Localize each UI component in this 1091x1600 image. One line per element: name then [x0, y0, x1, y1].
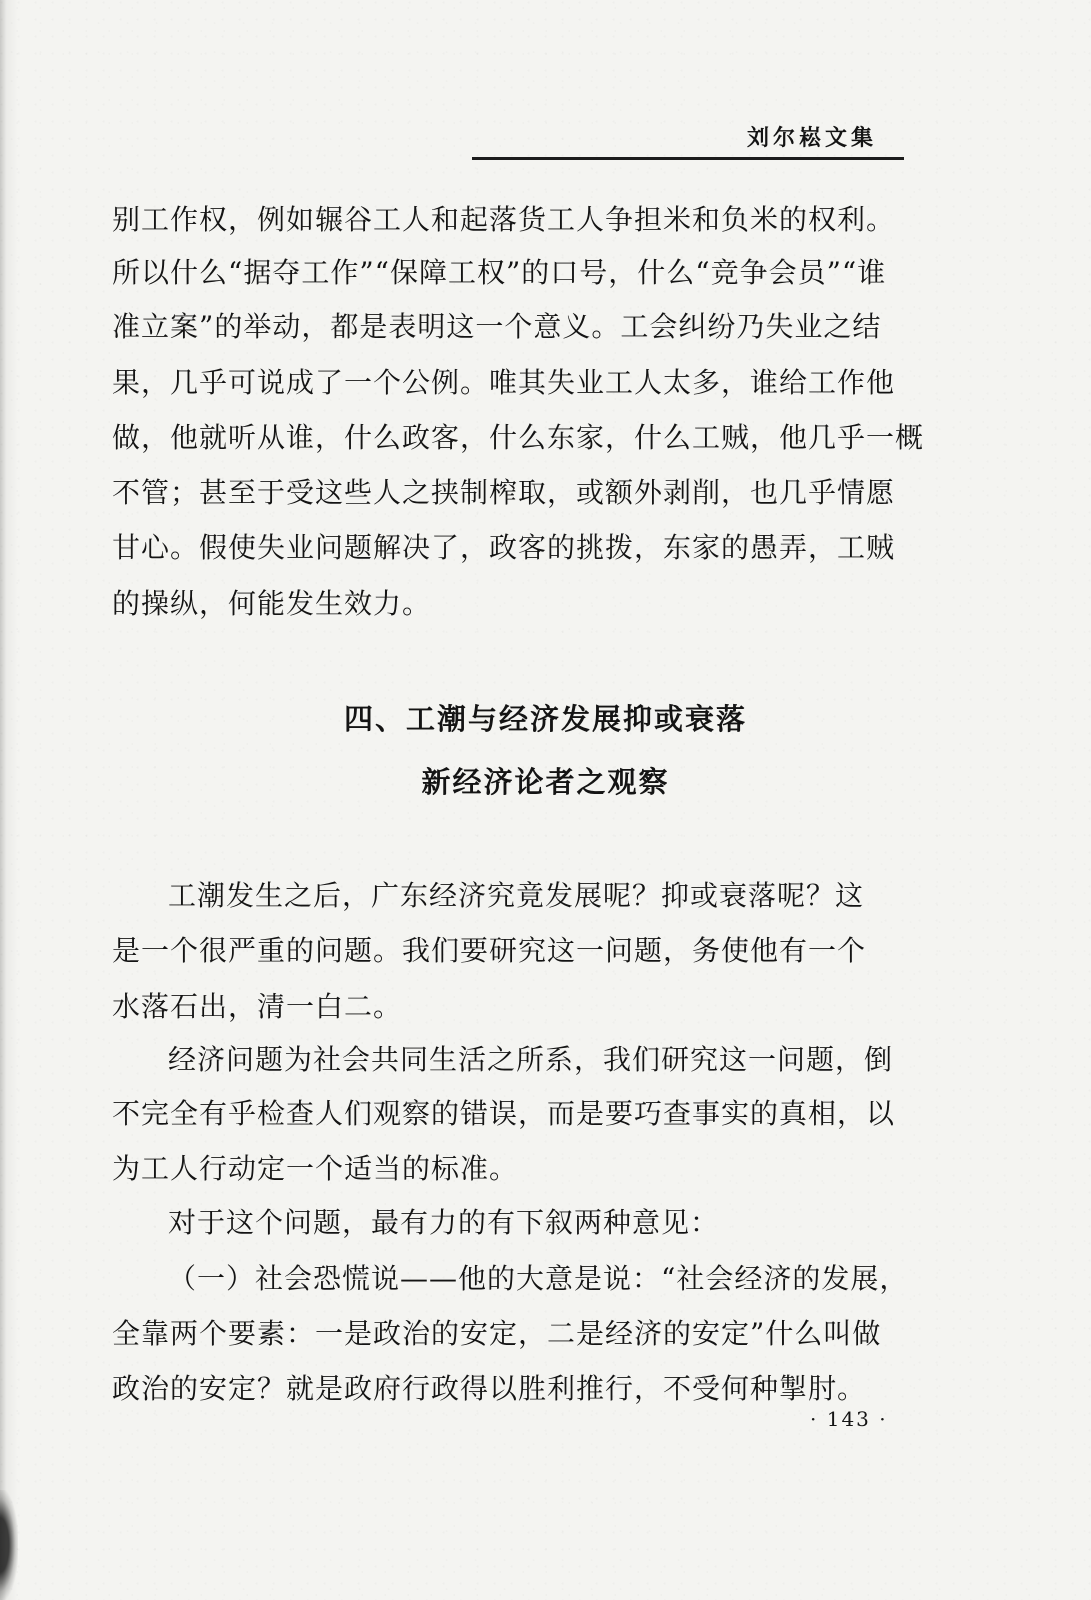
running-header-title: 刘尔崧文集 [746, 125, 877, 151]
text-line: 政治的安定？就是政府行政得以胜利推行，不受何种掣肘。 [112, 1372, 867, 1405]
text-line: 全靠两个要素：一是政治的安定，二是经济的安定”什么叫做 [112, 1317, 882, 1350]
text-line: 不管；甚至于受这些人之挟制榨取，或额外剥削，也几乎情愿 [112, 476, 896, 509]
text-line: 经济问题为社会共同生活之所系，我们研究这一问题，倒 [168, 1043, 894, 1076]
text-line: 做，他就听从谁，什么政客，什么东家，什么工贼，他几乎一概 [112, 421, 925, 454]
text-line: 工潮发生之后，广东经济究竟发展呢？抑或衰落呢？这 [168, 879, 865, 912]
text-line: 别工作权，例如辗谷工人和起落货工人争担米和负米的权利。 [112, 203, 896, 236]
text-line: 的操纵，何能发生效力。 [112, 587, 432, 620]
text-line: 果，几乎可说成了一个公例。唯其失业工人太多，谁给工作他 [112, 366, 896, 399]
text-line: 不完全有乎检查人们观察的错误，而是要巧查事实的真相，以 [112, 1097, 896, 1130]
text-line: 为工人行动定一个适当的标准。 [112, 1152, 519, 1185]
text-line: 对于这个问题，最有力的有下叙两种意见： [168, 1206, 720, 1239]
bottom-left-scan-artifact [0, 1490, 18, 1600]
text-line: 是一个很严重的问题。我们要研究这一问题，务使他有一个 [112, 934, 867, 967]
text-line: （一）社会恐慌说——他的大意是说：“社会经济的发展， [168, 1262, 909, 1295]
text-line: 所以什么“据夺工作”“保障工权”的口号，什么“竞争会员”“谁 [112, 256, 887, 289]
section-title-line-1: 四、工潮与经济发展抑或衰落 [343, 702, 747, 736]
text-line: 甘心。假使失业问题解决了，政客的挑拨，东家的愚弄，工贼 [112, 531, 896, 564]
section-title-line-2: 新经济论者之观察 [421, 765, 670, 799]
header-rule [472, 157, 904, 160]
text-line: 准立案”的举动，都是表明这一个意义。工会纠纷乃失业之结 [112, 310, 882, 343]
text-line: 水落石出，清一白二。 [112, 990, 403, 1023]
page-number: · 143 · [810, 1407, 888, 1431]
